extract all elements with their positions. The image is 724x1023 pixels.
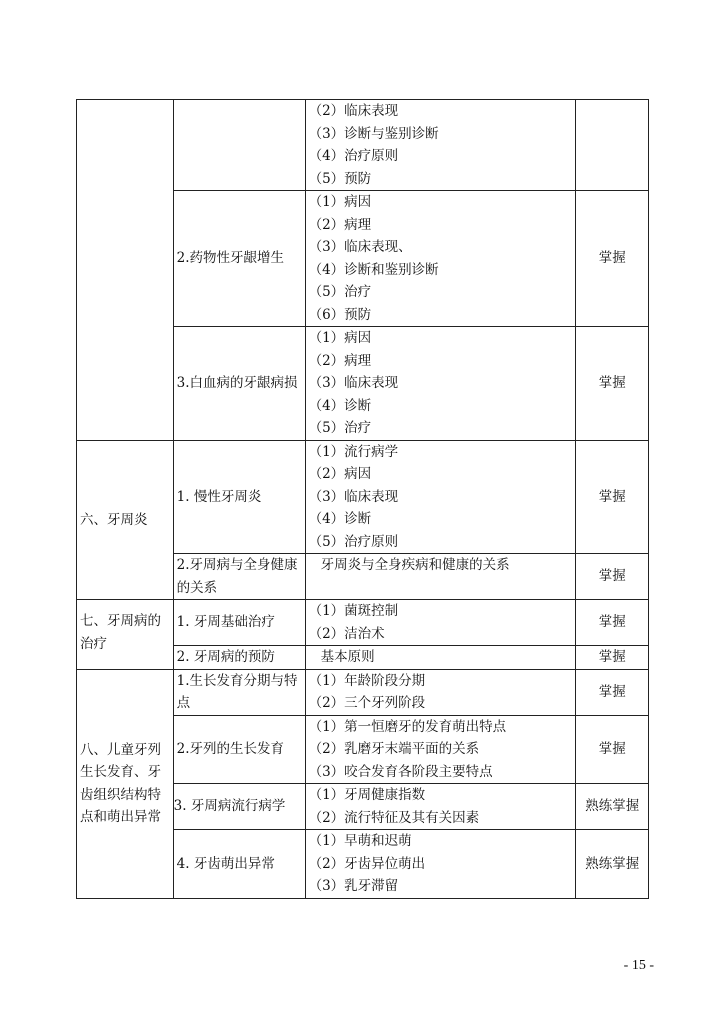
content-line: （5）预防 — [308, 170, 372, 187]
item-cell — [173, 715, 305, 784]
item-text: 2.牙列的生长发育 — [176, 741, 285, 757]
topic-text: 六、牙周炎 — [80, 511, 148, 528]
item-text: 1. 牙周基础治疗 — [176, 614, 275, 631]
topic-text: 八、儿童牙列生长发育、牙齿组织结构特点和萌出异常 — [80, 741, 161, 825]
table-row — [77, 600, 649, 646]
content-line: （2）三个牙列阶段 — [308, 695, 426, 711]
content-cell — [305, 669, 576, 715]
content-line: （1）菌斑控制 — [308, 603, 399, 619]
content-line: 牙周炎与全身疾病和健康的关系 — [320, 557, 510, 573]
content-cell — [305, 191, 576, 327]
table-row — [77, 440, 649, 554]
content-line: （2）流行特征及其有关因素 — [308, 809, 480, 826]
topic-cell — [77, 100, 174, 441]
content-line: （3）诊断与鉴别诊断 — [308, 125, 439, 142]
content-cell — [305, 327, 576, 441]
item-text: 4. 牙齿萌出异常 — [176, 855, 275, 872]
item-text: 1. 慢性牙周炎 — [176, 488, 262, 505]
item-cell — [173, 669, 305, 715]
content-line: （1）年龄阶段分期 — [308, 672, 426, 689]
content-line: （4）诊断 — [308, 511, 372, 527]
topic-cell — [77, 600, 174, 670]
content-line: （3）咬合发育各阶段主要特点 — [308, 763, 493, 780]
topic-cell — [77, 440, 174, 600]
content-cell — [305, 554, 576, 600]
level-cell: 掌握 — [576, 646, 649, 670]
item-cell — [173, 100, 305, 191]
item-cell — [173, 327, 305, 441]
level-cell: 掌握 — [576, 440, 649, 554]
table-row — [77, 100, 649, 191]
content-line: （3）临床表现、 — [308, 239, 412, 255]
syllabus-table — [76, 99, 649, 899]
content-cell — [305, 830, 576, 899]
content-line: （3）临床表现 — [308, 488, 399, 505]
level-cell: 掌握 — [576, 554, 649, 600]
level-cell: 掌握 — [576, 600, 649, 646]
content-line: （1）病因 — [308, 194, 372, 210]
content-line: （1）第一恒磨牙的发育萌出特点 — [308, 718, 507, 735]
content-cell — [305, 600, 576, 646]
content-cell — [305, 784, 576, 830]
item-cell — [173, 440, 305, 554]
content-line: （1）病因 — [308, 330, 372, 346]
content-line: （2）病因 — [308, 466, 372, 482]
content-line: （2）牙齿异位萌出 — [308, 855, 426, 872]
content-cell — [305, 646, 576, 670]
content-line: （1）早萌和迟萌 — [308, 833, 412, 849]
content-line: （2）病理 — [308, 352, 372, 369]
item-text: 1.生长发育分期与特点 — [176, 672, 298, 711]
content-line: 基本原则 — [320, 649, 375, 665]
content-line: （2）临床表现 — [308, 103, 399, 119]
item-cell — [173, 600, 305, 646]
level-cell: 掌握 — [576, 669, 649, 715]
table-row — [77, 669, 649, 715]
content-line: （1）牙周健康指数 — [308, 787, 426, 803]
content-line: （2）乳磨牙末端平面的关系 — [308, 741, 480, 757]
level-cell: 熟练掌握 — [576, 830, 649, 899]
page-number: - 15 - — [623, 958, 654, 973]
content-line: （4）诊断 — [308, 397, 372, 414]
topic-cell — [77, 669, 174, 898]
item-text: 3.白血病的牙龈病损 — [176, 375, 298, 391]
content-cell — [305, 715, 576, 784]
item-text: 2.药物性牙龈增生 — [176, 250, 285, 267]
topic-text: 七、牙周病的治疗 — [80, 613, 161, 652]
item-cell — [173, 191, 305, 327]
level-cell: 熟练掌握 — [576, 784, 649, 830]
content-cell — [305, 440, 576, 554]
item-cell — [173, 784, 305, 830]
content-line: （3）临床表现 — [308, 375, 399, 391]
item-text: 2.牙周病与全身健康的关系 — [176, 557, 298, 596]
content-line: （4）治疗原则 — [308, 148, 399, 164]
content-line: （4）诊断和鉴别诊断 — [308, 261, 439, 278]
content-line: （3）乳牙滞留 — [308, 878, 399, 894]
item-cell — [173, 646, 305, 670]
level-cell: 掌握 — [576, 191, 649, 327]
level-cell: 掌握 — [576, 715, 649, 784]
level-cell — [576, 100, 649, 191]
content-line: （6）预防 — [308, 306, 372, 323]
item-text: 2. 牙周病的预防 — [176, 649, 275, 665]
item-text: 3. 牙周病流行病学 — [173, 798, 286, 815]
content-line: （2）洁治术 — [308, 625, 385, 642]
content-line: （5）治疗 — [308, 284, 372, 300]
content-line: （5）治疗原则 — [308, 533, 399, 550]
level-cell: 掌握 — [576, 327, 649, 441]
content-line: （2）病理 — [308, 216, 372, 233]
content-cell — [305, 100, 576, 191]
item-cell — [173, 830, 305, 899]
item-cell — [173, 554, 305, 600]
content-line: （1）流行病学 — [308, 443, 399, 460]
content-line: （5）治疗 — [308, 420, 372, 436]
